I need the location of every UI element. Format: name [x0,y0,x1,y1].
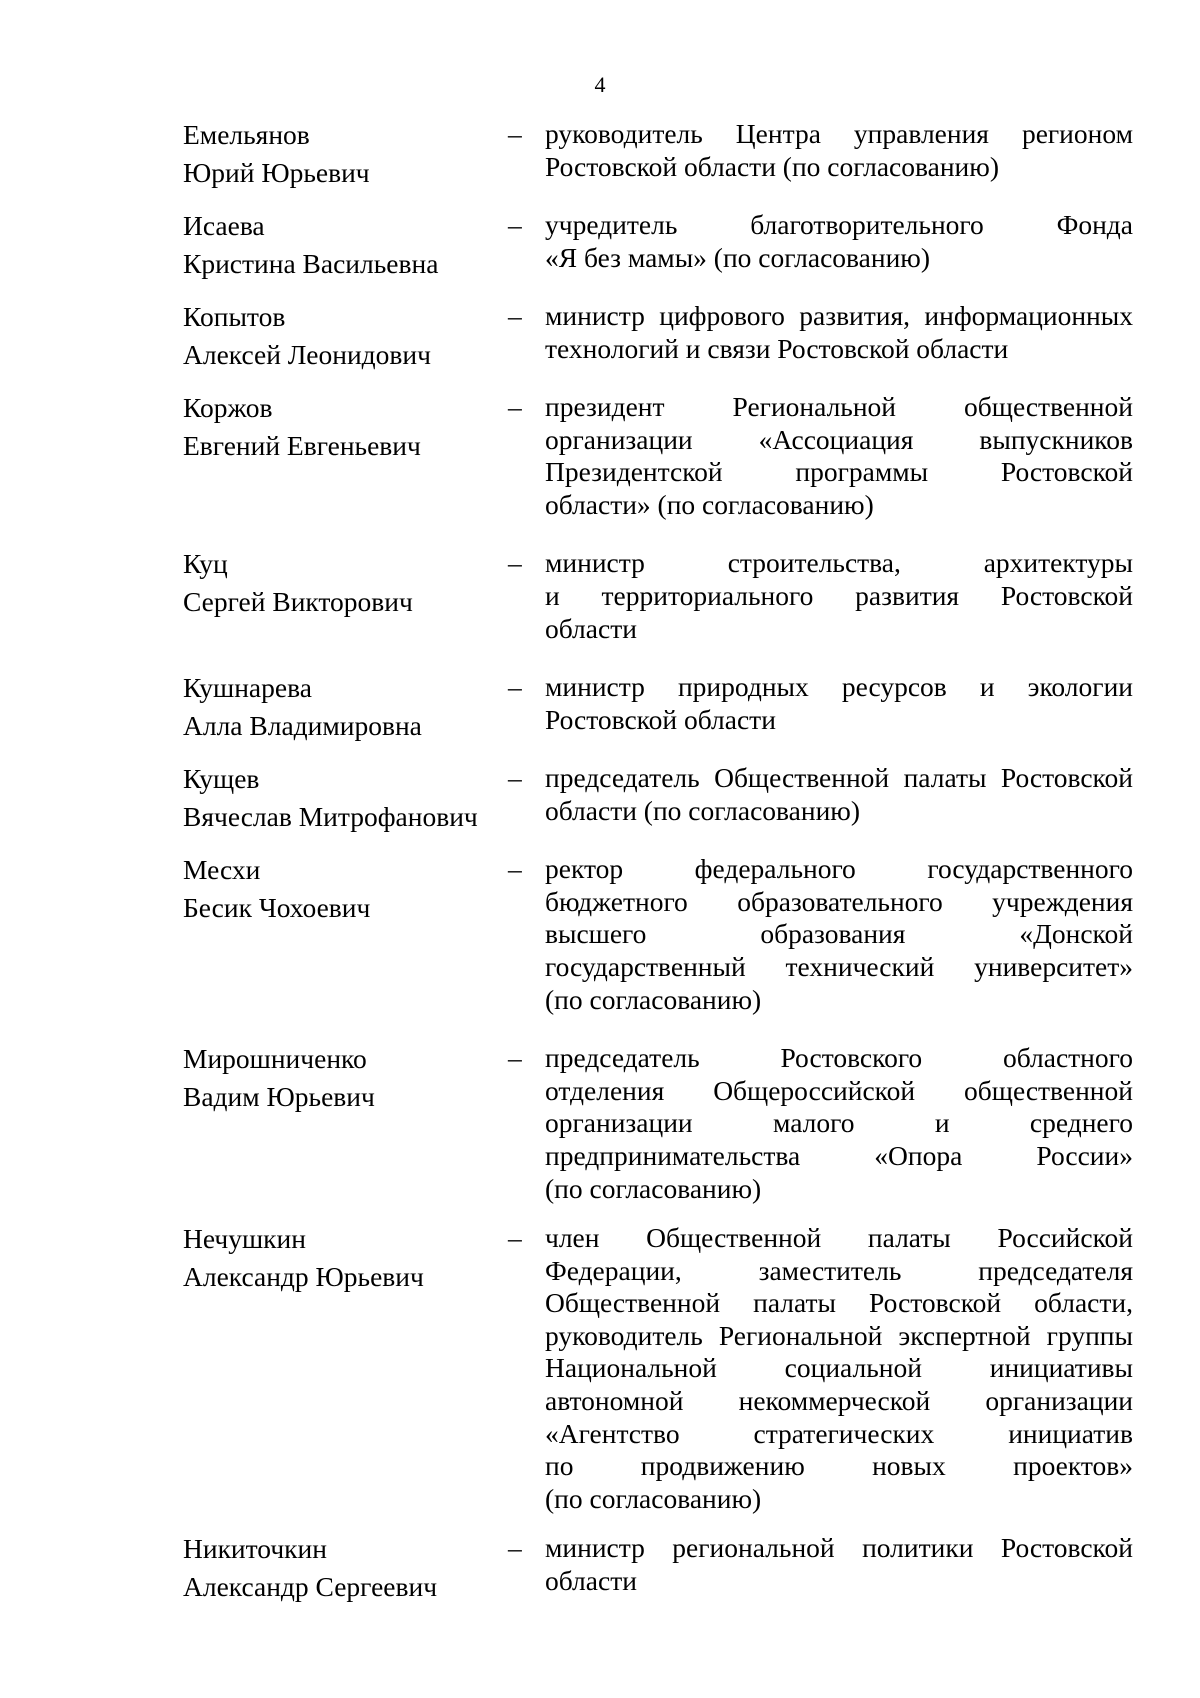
role-line: отделения Общероссийской общественной [545,1074,1133,1106]
member-name [183,1040,508,1116]
role-line: предпринимательства «Опора России» [545,1139,1133,1171]
member-name [183,1220,508,1296]
role-line: ректор федерального государственного [545,853,1133,885]
role-line: министр региональной политики Ростовской [545,1532,1133,1564]
member-entry [183,547,1133,645]
separator-dash: – [508,1222,522,1254]
member-role [545,118,1133,183]
member-given-names: Вадим Юрьевич [183,1081,375,1113]
role-line: области (по согласованию) [545,794,860,826]
member-role [545,547,1133,645]
member-surname: Копытов [183,301,286,332]
separator-dash: – [508,300,522,331]
role-line: член Общественной палаты Российской [545,1222,1133,1254]
member-given-names: Александр Юрьевич [183,1261,424,1293]
separator-dash: – [508,1042,522,1074]
member-entry [183,762,1133,836]
page-number: 4 [594,72,606,97]
role-line: области [545,1565,637,1597]
role-line: (по согласованию) [545,1172,762,1204]
member-name [183,207,508,283]
role-line: Ростовской области [545,703,776,735]
member-surname: Нечушкин [183,1223,306,1255]
member-given-names: Александр Сергеевич [183,1571,438,1603]
member-given-names: Сергей Викторович [183,586,413,618]
role-line: по продвижению новых проектов» [545,1450,1133,1482]
role-line: руководитель Региональной экспертной группы [545,1319,1133,1351]
member-entry [183,391,1133,521]
member-given-names: Алла Владимировна [183,710,422,742]
member-role [545,1042,1133,1205]
role-line: Федерации, заместитель председателя [545,1254,1133,1286]
role-line: организации малого и среднего [545,1107,1133,1139]
role-line: организации «Ассоциация выпускников [545,423,1133,455]
member-name [183,116,508,192]
member-role [545,391,1133,521]
member-name [183,1530,508,1606]
role-line: бюджетного образовательного учреждения [545,885,1133,917]
role-line: (по согласованию) [545,1482,762,1514]
member-role [545,1222,1133,1515]
member-given-names: Алексей Леонидович [183,339,431,370]
member-role [545,762,1133,827]
role-line: области» (по согласованию) [545,488,874,520]
member-given-names: Бесик Чохоевич [183,892,371,924]
member-entry [183,209,1133,283]
member-surname: Коржов [183,392,273,423]
member-surname: Исаева [183,210,265,241]
role-line: «Я без мамы» (по согласованию) [545,241,930,273]
member-role [545,853,1133,1016]
role-line: председатель Ростовского областного [545,1042,1133,1074]
role-line: Национальной социальной инициативы [545,1352,1133,1384]
member-surname: Куц [183,548,228,580]
role-line: (по согласованию) [545,983,762,1015]
member-entry [183,118,1133,192]
member-name [183,389,508,465]
member-given-names: Юрий Юрьевич [183,157,370,188]
member-entry [183,300,1133,374]
role-line: и территориального развития Ростовской [545,579,1133,611]
member-given-names: Кристина Васильевна [183,248,439,279]
member-surname: Емельянов [183,119,310,150]
member-role [545,209,1133,274]
role-line: области [545,612,637,644]
member-role [545,300,1133,365]
member-given-names: Евгений Евгеньевич [183,430,421,461]
role-line: Президентской программы Ростовской [545,456,1133,488]
role-line: министр природных ресурсов и экологии [545,671,1133,703]
member-surname: Месхи [183,854,261,886]
role-line: президент Региональной общественной [545,391,1133,422]
member-list [183,118,1133,1623]
role-line: автономной некоммерческой организации [545,1385,1133,1417]
role-line: министр цифрового развития, информационных [545,300,1133,331]
separator-dash: – [508,209,522,240]
role-line: министр строительства, архитектуры [545,547,1133,579]
member-entry [183,1042,1133,1205]
role-line: председатель Общественной палаты Ростовской [545,762,1133,794]
member-surname: Мирошниченко [183,1043,367,1075]
role-line: Общественной палаты Ростовской области, [545,1287,1133,1319]
separator-dash: – [508,391,522,422]
member-name [183,851,508,927]
role-line: «Агентство стратегических инициатив [545,1417,1133,1449]
member-role [545,1532,1133,1597]
role-line: государственный технический университет» [545,950,1133,982]
separator-dash: – [508,547,522,579]
separator-dash: – [508,671,522,703]
member-entry [183,1222,1133,1515]
member-entry [183,671,1133,745]
separator-dash: – [508,1532,522,1564]
separator-dash: – [508,118,522,149]
role-line: учредитель благотворительного Фонда [545,209,1133,240]
role-line: руководитель Центра управления регионом [545,118,1133,149]
role-line: высшего образования «Донской [545,918,1133,950]
separator-dash: – [508,853,522,885]
member-entry [183,853,1133,1016]
role-line: технологий и связи Ростовской области [545,332,1009,364]
member-given-names: Вячеслав Митрофанович [183,801,478,833]
role-line: Ростовской области (по согласованию) [545,150,999,182]
member-role [545,671,1133,736]
member-name [183,669,508,745]
member-surname: Кущев [183,763,260,795]
member-name [183,760,508,836]
separator-dash: – [508,762,522,794]
member-surname: Никиточкин [183,1533,327,1565]
member-name [183,298,508,374]
member-entry [183,1532,1133,1606]
member-name [183,545,508,621]
member-surname: Кушнарева [183,672,312,704]
